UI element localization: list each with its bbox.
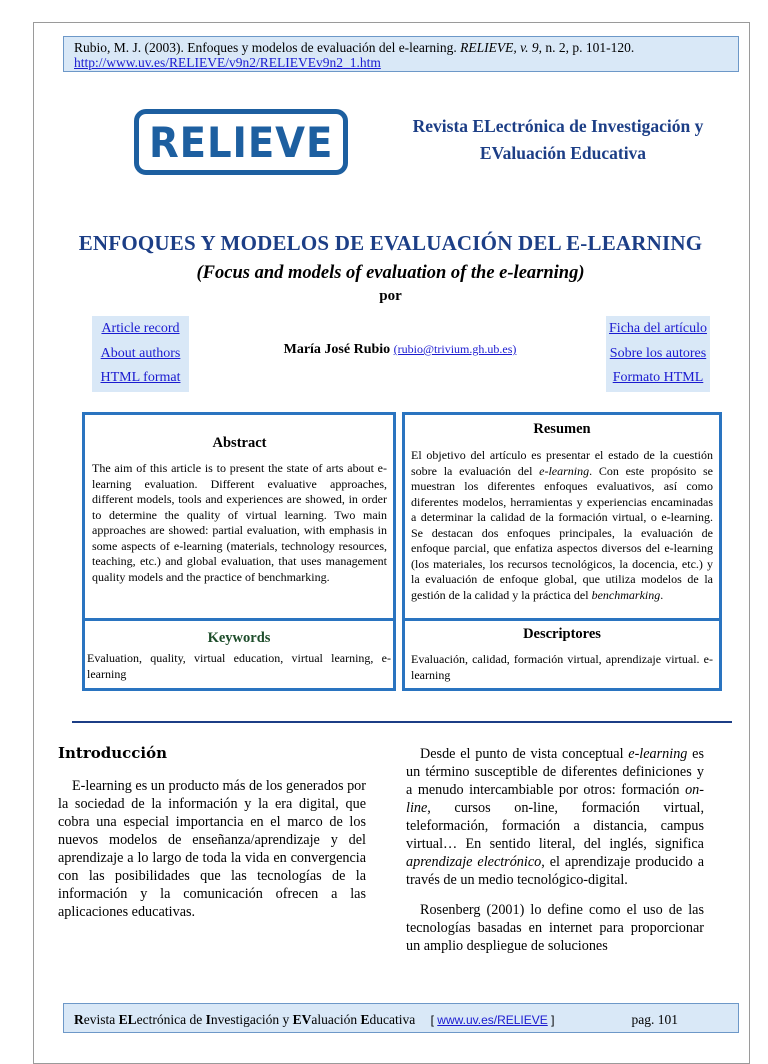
journal-name-line2: EValuación Educativa <box>479 143 647 163</box>
author-name: María José Rubio <box>283 342 391 357</box>
article-record-link[interactable]: Article record <box>101 321 180 336</box>
about-authors-link[interactable]: About authors <box>100 345 181 361</box>
descriptores-text: Evaluación, calidad, formación virtual, aprendizaje virtual. e-learning <box>411 652 713 682</box>
keywords-heading: Keywords <box>207 630 271 646</box>
intro-heading: Introducción <box>58 744 168 762</box>
formato-html-link[interactable]: Formato HTML <box>612 370 704 385</box>
intro-left-column <box>58 777 366 921</box>
citation-authors: Rubio, M. J. (2003). Enfoques y modelos de evaluación del e-learning. <box>74 40 457 55</box>
footer-bar <box>63 1003 739 1033</box>
keywords-text: Evaluation, quality, virtual education, virtual learning, e-learning <box>87 651 391 681</box>
resumen-text: El objetivo del artículo es presentar el estado de la cuestión sobre la evaluación del e-learning. Con este propósito se muestran los diferentes enfoques evaluativos, así como diferentes modelos, herramientas y experiencias encaminadas a determinar la calidad de la formación virtual, o e-learning. Se destacan dos enfoques principales, la evaluación de enfoque parcial, que enfatiza aspectos diversos del e-learning (los materiales, los recursos tecnológicos, la docencia, etc.) y la evaluación de enfoque global, que utiliza modelos de la gestión de la calidad y la práctica del benchmarking. <box>411 448 713 602</box>
html-format-link[interactable]: HTML format <box>100 370 181 385</box>
journal-name-line1: Revista ELectrónica de Investigación y <box>412 116 704 136</box>
abstract-text: The aim of this article is to present the state of arts about e-learning evaluation. Different evaluative approaches, different models, tools and experiences are showed, in order to determine the quality of virtual learning. Two main approaches are showed: partial evaluation, with emphasis in some aspects of e-learning (materials, technology resources, teaching, etc.) and global evaluation, that uses management quality models and the practice of benchmarking. <box>92 461 387 584</box>
section-divider <box>72 721 732 723</box>
abstract-box <box>82 412 396 621</box>
footer-page-number: pag. 101 <box>631 1012 678 1027</box>
nav-links-english <box>92 316 189 392</box>
citation-box <box>63 36 739 72</box>
ficha-articulo-link[interactable]: Ficha del artículo <box>609 321 707 336</box>
citation-volume: v. 9 <box>520 40 539 55</box>
nav-links-spanish <box>606 316 710 392</box>
footer-url: [ www.uv.es/RELIEVE ] <box>430 1013 555 1027</box>
citation-journal: RELIEVE, <box>460 40 517 55</box>
resumen-heading: Resumen <box>533 421 591 437</box>
resumen-box <box>402 412 722 621</box>
intro-right-paragraph-2: Rosenberg (2001) lo define como el uso de las tecnologías basadas en internet para proporcionar un amplio despliegue de soluciones <box>406 902 704 954</box>
by-label: por <box>379 288 402 304</box>
descriptores-heading: Descriptores <box>523 626 601 642</box>
relieve-logo <box>134 109 348 175</box>
article-title: ENFOQUES Y MODELOS DE EVALUACIÓN DEL E-LEARNING <box>78 231 703 255</box>
sobre-autores-link[interactable]: Sobre los autores <box>609 345 707 361</box>
keywords-box <box>82 618 396 691</box>
intro-left-paragraph: E-learning es un producto más de los generados por la sociedad de la información y la era digital, que cobra una especial importancia en el marco de los nuevos modelos de enseñanza/aprendizaje y del aprendizaje a lo largo de toda la vida en convergencia con las posibilidades que las tecnologías de la información y la comunicación ofrecen a las aplicaciones educativas. <box>58 778 366 920</box>
citation-url-link[interactable]: http://www.uv.es/RELIEVE/v9n2/RELIEVEv9n2_1.htm <box>74 55 381 70</box>
article-subtitle: (Focus and models of evaluation of the e-learning) <box>196 263 585 283</box>
footer-url-link[interactable]: www.uv.es/RELIEVE <box>437 1013 548 1027</box>
abstract-heading: Abstract <box>212 435 267 451</box>
intro-right-column <box>406 745 704 967</box>
descriptores-box <box>402 618 722 691</box>
logo-text: RELIEVE <box>148 117 334 167</box>
journal-name <box>398 113 728 167</box>
intro-right-paragraph-1: Desde el punto de vista conceptual e-learning es un término susceptible de diferentes definiciones y a menudo intercambiable por otros: formación on-line, cursos on-line, formación virtual, teleformación, formación a distancia, campus virtual… En sentido literal, del inglés, significa aprendizaje electrónico, el aprendizaje producido a través de un medio tecnológico-digital. <box>406 746 705 888</box>
author-email-link[interactable]: (rubio@trivium.gh.ub.es) <box>393 342 517 356</box>
author-line <box>200 342 600 358</box>
citation-issue-pages: , n. 2, p. 101-120. <box>538 40 635 55</box>
footer-journal-name: Revista ELectrónica de Investigación y EValuación Educativa <box>74 1012 416 1027</box>
